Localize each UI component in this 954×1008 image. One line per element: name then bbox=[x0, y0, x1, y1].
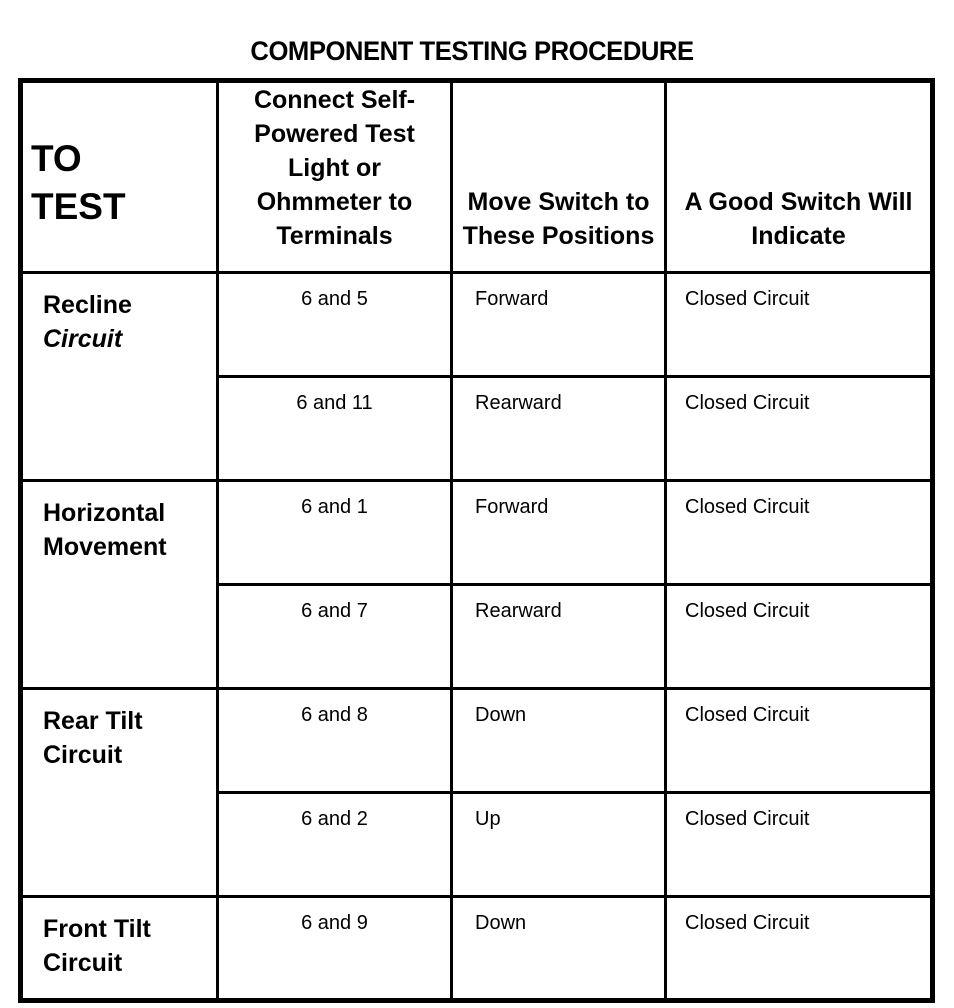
table-row bbox=[21, 897, 933, 1001]
indication-cell: Closed Circuit bbox=[666, 793, 933, 897]
header-indicate bbox=[666, 81, 933, 273]
group-label-line1: Horizontal bbox=[43, 499, 166, 527]
terminals-cell: 6 and 2 bbox=[218, 793, 452, 897]
group-label-line2: Movement bbox=[43, 533, 167, 561]
indication-cell: Closed Circuit bbox=[666, 689, 933, 793]
group-front-tilt-circuit bbox=[21, 897, 218, 1001]
terminals-cell: 6 and 11 bbox=[218, 377, 452, 481]
indication-cell: Closed Circuit bbox=[666, 377, 933, 481]
group-label-line1: Recline bbox=[43, 291, 132, 319]
page-title: COMPONENT TESTING PROCEDURE bbox=[250, 36, 694, 66]
terminals-cell: 6 and 8 bbox=[218, 689, 452, 793]
position-cell: Up bbox=[452, 793, 666, 897]
header-to-test bbox=[21, 81, 218, 273]
indication-cell: Closed Circuit bbox=[666, 481, 933, 585]
header-terminals bbox=[218, 81, 452, 273]
terminals-cell: 6 and 9 bbox=[218, 897, 452, 1001]
header-terminals-text: Connect Self-Powered Test Light or Ohmmeter to Terminals bbox=[253, 86, 416, 250]
group-label-line2: Circuit bbox=[43, 949, 123, 977]
terminals-cell: 6 and 5 bbox=[218, 273, 452, 377]
position-cell: Rearward bbox=[452, 377, 666, 481]
position-cell: Rearward bbox=[452, 585, 666, 689]
group-label-line2: Circuit bbox=[43, 325, 123, 353]
position-cell: Forward bbox=[452, 481, 666, 585]
header-positions-text: Move Switch to These Positions bbox=[462, 188, 655, 250]
group-label-line1: Front Tilt bbox=[43, 915, 151, 943]
group-label-line2: Circuit bbox=[43, 741, 123, 769]
group-recline-circuit bbox=[21, 273, 218, 481]
position-cell: Down bbox=[452, 689, 666, 793]
group-rear-tilt-circuit bbox=[21, 689, 218, 897]
indication-cell: Closed Circuit bbox=[666, 897, 933, 1001]
group-horizontal-movement bbox=[21, 481, 218, 689]
terminals-cell: 6 and 7 bbox=[218, 585, 452, 689]
table-row bbox=[21, 689, 933, 793]
table-header-row bbox=[21, 81, 933, 273]
position-cell: Forward bbox=[452, 273, 666, 377]
position-cell: Down bbox=[452, 897, 666, 1001]
group-label-line1: Rear Tilt bbox=[43, 707, 143, 735]
table-row bbox=[21, 273, 933, 377]
terminals-cell: 6 and 1 bbox=[218, 481, 452, 585]
indication-cell: Closed Circuit bbox=[666, 585, 933, 689]
table-row bbox=[21, 481, 933, 585]
header-to-test-line2: TEST bbox=[31, 186, 126, 227]
indication-cell: Closed Circuit bbox=[666, 273, 933, 377]
component-testing-table bbox=[18, 78, 935, 1003]
header-to-test-line1: TO bbox=[31, 138, 82, 179]
header-positions bbox=[452, 81, 666, 273]
header-indicate-text: A Good Switch Will Indicate bbox=[684, 188, 913, 250]
